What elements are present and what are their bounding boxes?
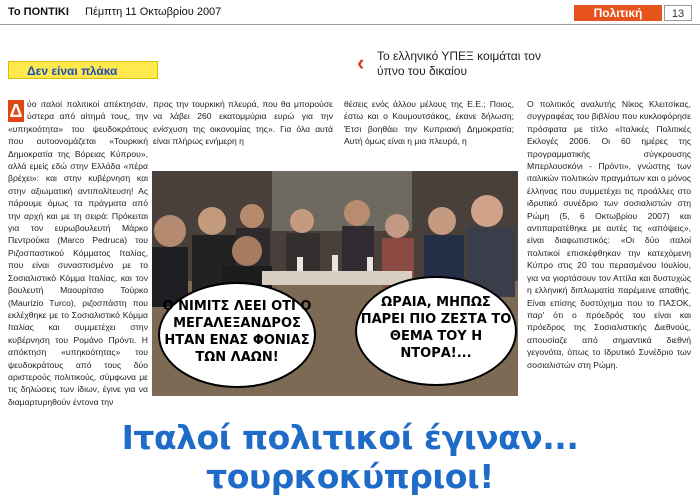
speech-bubble-left: Ο ΝΙΜΙΤΣ ΛΕΕΙ ΟΤΙ Ο ΜΕΓΑΛΕΞΑΝΔΡΟΣ ΗΤΑΝ ΕΝΑΣ ΦΟΝΙΑΣ ΤΩΝ ΛΑΩΝ! xyxy=(158,282,316,388)
chevron-left-icon: ‹ xyxy=(357,50,365,75)
page-header xyxy=(0,0,700,25)
page-number: 13 xyxy=(664,5,692,21)
kicker-label: Δεν είναι πλάκα xyxy=(8,61,158,79)
body-column-1 xyxy=(8,98,148,408)
publication-name: Το ΠΟΝΤΙΚΙ xyxy=(8,6,69,18)
pull-quote: Το ελληνικό ΥΠΕΞ κοιμάται τον ύπνο του δικαίου xyxy=(377,49,541,78)
issue-date: Πέμπτη 11 Οκτωβρίου 2007 xyxy=(85,6,222,18)
body-column-4: Ο πολιτικός αναλυτής Νίκος Κλειτσίκας, συγγραφέας του βιβλίου που κυκλοφόρησε πρόσφατα με τίτλο «Ιταλικές Πολιτικές Εκλογές 2006. Οι 60 ημέρες της προγραμματικής σύγκρουσης Μπερλουσκόνι - Πρόντι», γνώστης των ιταλικών πολιτικών πραγμάτων και ο μόνος έλληνας που συμμετέχει τις προάλλες στο ιδρυτικό συνέδριο των σοσιαλιστών στη Ρώμη (5, 6 Οκτωβρίου 2007) και αντιπαρατέθηκε με αυτές τις «απόψεις», είναι διαφωτιστικός: «Οι δύο ιταλοί πολιτικοί επισκέφθηκαν την κατεχόμενη Κύπρο στις 20 του περασμένου Ιουλίου, για να γιορτάσουν τον Αττίλα και δυστυχώς η ελληνική διπλωματία παρέμεινε απαθής. Είναι επίσης δυστύχημα που το ΠΑΣΟΚ, παρ' ότι ο πρόεδρός του είναι και πρόεδρος της Σοσιαλιστικής Διεθνούς, απουσίαζε από σημαντικά διεθνή γεγονότα, όπως το Ιδρυτικό Συνέδριο των σοσιαλιστών στη Ρώμη. xyxy=(527,99,691,370)
body-column-2: προς την τουρκική πλευρά, που θα μπορούσε να λάβει 260 εκατομμύρια ευρώ για την ενίσχυση της οικονομίας της». Για όλα αυτά είναι πλήρως ενήμερη η xyxy=(153,99,333,147)
drop-cap: Δ xyxy=(9,101,23,121)
headline: Ιταλοί πολιτικοί έγιναν... τουρκοκύπριοι! xyxy=(121,418,579,496)
column-text: ύο ιταλοί πολιτικοί απέκτησαν, ύστερα από αίτημά τους, την «υπηκοότητα» του ψευδοκράτους που αυτοονομάζεται «Τουρκική Δημοκρατία της Βόρειας Κύπρου», αλλά εμείς εδώ στην Ελλάδα «πέρα βρέχει»: και στην κυβέρνηση και στην αξιωματική αντιπολίτευση! Ας πάρουμε όμως τα πράγματα από την αρχή και με τη σειρά: Πρόκειται για τον ευρωβουλευτή Μάρκο Πεντρούκα (Marco Pedruca) του Ριζοσπαστικού Κόμματος Ιταλίας, που είναι συνασπισμένο με το Σοσιαλιστικό Κόμμα Ιταλίας, και τον βουλευτή Μαουρίτσιο Τούρκο (Maurizio Turco), ριζοσπάστη που εκλέχθηκε με το Σοσιαλιστικό Κόμμα Ιταλίας και συμμετέχει στην κυβέρνηση του Ρομάνο Πρόντι. Η απόκτηση «υπηκοότητας» του ψευδοκράτους από τους δύο αριστερούς πολιτικούς, σύμφωνα με τις δηλώσεις των ίδιων, έγινε για να διαμαρτυρηθούν έντονα την xyxy=(8,99,148,407)
speech-bubble-right: ΩΡΑΙΑ, ΜΗΠΩΣ ΠΑΡΕΙ ΠΙΟ ΖΕΣΤΑ ΤΟ ΘΕΜΑ ΤΟΥ Η ΝΤΟΡΑ!... xyxy=(355,276,517,386)
section-label: Πολιτική xyxy=(574,5,662,21)
body-column-3: θέσεις ενός άλλου μέλους της Ε.Ε.; Ποιος, έστω και ο Κουμουτσάκος, έκανε δήλωση; Έτσι βοηθάει την Κυπριακή Δημοκρατία; Αυτή όμως είναι η μια πλευρά, η xyxy=(344,99,514,147)
